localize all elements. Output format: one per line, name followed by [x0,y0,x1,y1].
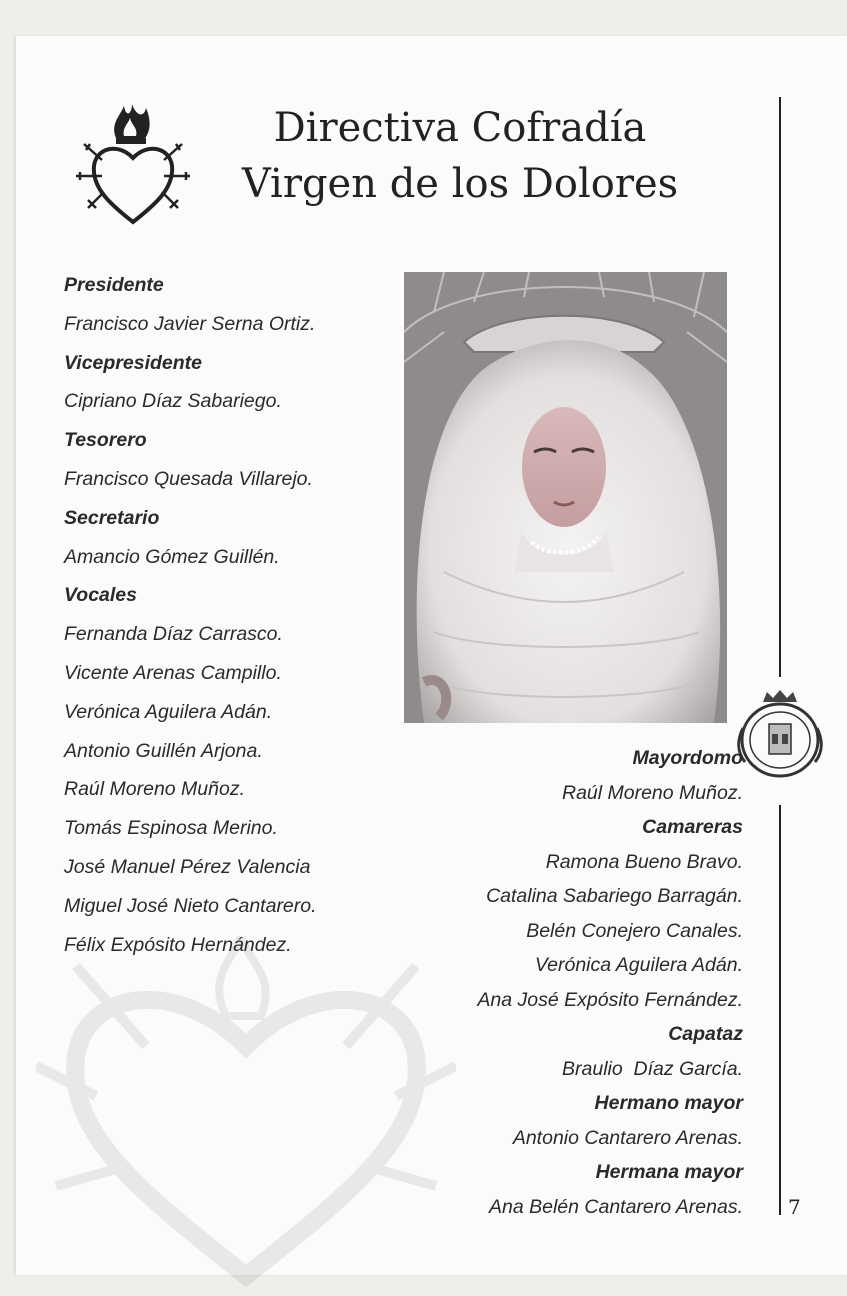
role-heading: Secretario [64,506,160,529]
role-heading: Mayordomo [632,747,743,769]
role-heading: Tesorero [64,429,147,452]
page-title [200,100,720,212]
member-name: Belén Conejero Canales. [526,919,743,942]
member-name: Verónica Aguilera Adán. [64,700,273,723]
member-name: Raúl Moreno Muñoz. [561,781,743,804]
member-name: Antonio Cantarero Arenas. [512,1126,743,1149]
right-roster [477,741,743,1224]
virgin-statue-photo [404,272,727,723]
page [16,36,847,1275]
member-name: Cipriano Díaz Sabariego. [64,390,282,413]
role-heading: Presidente [64,274,164,296]
member-name: Verónica Aguilera Adán. [534,954,743,976]
heart-watermark-icon [36,936,456,1296]
role-heading: Hermana mayor [595,1161,743,1183]
sorrowful-heart-icon [72,104,194,226]
member-name: Raúl Moreno Muñoz. [64,778,246,801]
member-name: Tomás Espinosa Merino. [64,817,278,840]
member-name: Francisco Quesada Villarejo. [64,467,313,490]
page-number: 7 [788,1195,801,1219]
vertical-rule-bottom [779,805,781,1215]
member-name: Francisco Javier Serna Ortiz. [64,312,316,335]
member-name: Braulio Díaz García. [562,1057,743,1080]
title-line-1: Directiva Cofradía [273,105,647,151]
member-name: Ana Belén Cantarero Arenas. [488,1195,743,1218]
member-name: Ana José Expósito Fernández. [477,988,743,1011]
member-name: Ramona Bueno Bravo. [545,850,743,873]
role-heading: Capataz [668,1023,743,1045]
member-name: José Manuel Pérez Valencia [64,855,311,878]
left-roster [64,266,317,964]
member-name: Félix Expósito Hernández. [64,933,292,956]
role-heading: Vocales [64,584,137,607]
member-name: Fernanda Díaz Carrasco. [64,623,283,646]
member-name: Catalina Sabariego Barragán. [486,885,743,907]
title-line-2: Virgen de los Dolores [241,161,679,207]
vertical-rule-top [779,97,781,677]
role-heading: Vicepresidente [64,351,203,374]
role-heading: Hermano mayor [594,1092,743,1114]
member-name: Vicente Arenas Campillo. [64,661,282,684]
member-name: Miguel José Nieto Cantarero. [64,894,317,917]
member-name: Antonio Guillén Arjona. [64,739,263,762]
role-heading: Camareras [642,816,743,838]
member-name: Amancio Gómez Guillén. [64,545,280,568]
coat-of-arms-icon [737,688,823,780]
